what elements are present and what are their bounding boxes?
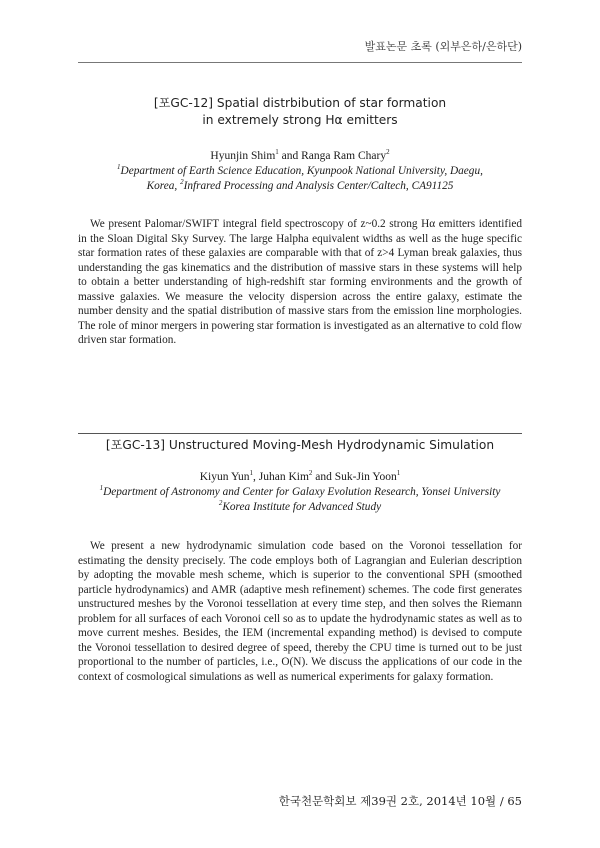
author-separator: , — [252, 471, 259, 483]
affiliation — [78, 485, 522, 514]
title-line: in extremely strong Hα emitters — [202, 113, 398, 127]
running-header: 발표논문 초록 (외부은하/은하단) — [364, 40, 522, 53]
author-list — [78, 149, 522, 164]
affiliation-mark: 1 — [99, 484, 104, 493]
author-name: Suk-Jin Yoon — [334, 471, 397, 483]
abstract-gc12 — [78, 95, 522, 348]
abstract-body: We present Palomar/SWIFT integral field spectroscopy of z~0.2 strong Hα emitters identified in the Sloan Digital Sky Survey. The large Halpha equivalent widths as well as the huge specific star formation rates of these galaxies are comparable with that of z>4 Lyman break galaxies, thus understanding the gas kinematics and the distribution of massive stars in these systems will help to obtain a better understanding of high-redshift star forming environments and the growth of massive galaxies. We measure the velocity dispersion across the entire galaxy, estimate the number density and the spatial distribution of massive stars from the emission line morphologies. The role of minor mergers in powering star formation is investigated as an alternative to cold flow driven star formation. — [78, 218, 523, 346]
author-name: Kiyun Yun — [199, 471, 250, 483]
author-affiliation-mark: 1 — [249, 469, 253, 478]
abstract-title — [78, 437, 522, 454]
title-line: [포GC-13] Unstructured Moving-Mesh Hydrodynamic Simulation — [105, 438, 495, 452]
author-list — [78, 470, 522, 485]
abstract-body: We present a new hydrodynamic simulation code based on the Voronoi tessellation for estimating the density precisely. The code employs both of Lagrangian and Eulerian description by adopting the movable mesh scheme, which is superior to the conventional SPH (smoothed particle hydrodynamics) and AMR (adaptive mesh refinement) schemes. The code first generates unstructured meshes by the Voronoi tessellation at every time step, and then solves the Riemann problem for all surfaces of each Voronoi cell so as to update the hydrodynamic states as well as to move current meshes. Besides, the IEM (incremental expanding method) is devised to compute the Voronoi tessellation to desired degree of speed, thereby the CPU time is turned out to be just proportional to the number of particles, i.e., O(N). We discuss the applications of our code in the context of cosmological simulations as well as numerical experiments for galaxy formation. — [78, 540, 522, 683]
affiliation-text: Infrared Processing and Analysis Center/Caltech, CA91125 — [183, 179, 454, 192]
author-affiliation-mark: 2 — [308, 469, 313, 478]
author-joiner: and — [281, 150, 299, 162]
author-affiliation-mark: 1 — [396, 469, 401, 478]
author-joiner: and — [315, 471, 332, 483]
author-name: Juhan Kim — [258, 471, 309, 483]
affiliation-text: Department of Earth Science Education, Kyunpook National University, Daegu, — [120, 165, 483, 177]
title-line: [포GC-12] Spatial distrbibution of star formation — [153, 96, 447, 110]
header-rule — [78, 62, 522, 63]
abstract-gc13 — [78, 432, 522, 684]
affiliation-text: Department of Astronomy and Center for Galaxy Evolution Research, Yonsei University — [103, 486, 501, 498]
author-name: Hyunjin Shim — [210, 150, 276, 162]
author-affiliation-mark: 1 — [275, 148, 279, 157]
abstract-title — [78, 95, 522, 129]
author-affiliation-mark: 2 — [386, 148, 390, 157]
affiliation-mark: 2 — [218, 498, 223, 507]
affiliation-mark: 2 — [180, 177, 184, 186]
affiliation-text: Korea Institute for Advanced Study — [222, 500, 382, 513]
affiliation-mark: 1 — [117, 163, 121, 172]
author-name: Ranga Ram Chary — [301, 150, 387, 162]
affiliation-text: Korea, — [146, 179, 181, 192]
affiliation — [78, 164, 522, 193]
page-footer: 한국천문학회보 제39권 2호, 2014년 10월 / 65 — [278, 794, 522, 808]
